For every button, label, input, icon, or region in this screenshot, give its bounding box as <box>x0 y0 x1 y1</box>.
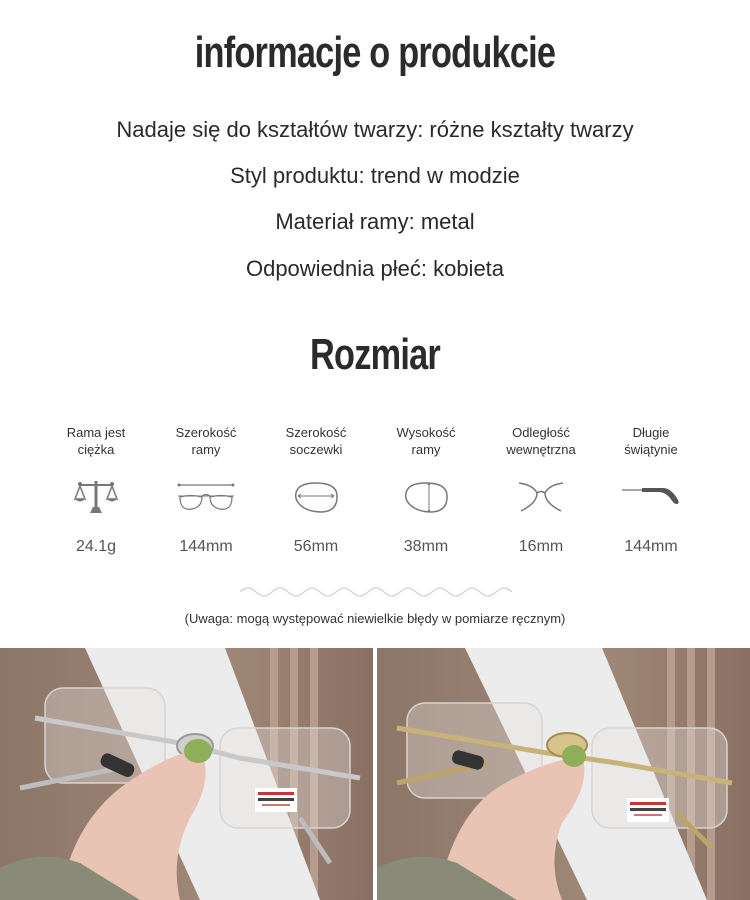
spec-label-line: Długie <box>632 425 670 440</box>
spec-label <box>41 424 151 464</box>
face-shape-info: Nadaje się do kształtów twarzy: różne kształty twarzy <box>116 117 634 142</box>
frame-material-info: Materiał ramy: metal <box>275 209 475 234</box>
spec-label-line: Odległość <box>512 425 570 440</box>
product-info-title: informacje o produkcie <box>194 28 556 77</box>
spec-label-line: Wysokość <box>396 425 456 440</box>
spec-label-line: ciężka <box>77 442 115 457</box>
frame-height-icon <box>371 472 481 522</box>
bridge-distance-icon <box>486 472 596 522</box>
spec-label-line: soczewki <box>289 442 343 457</box>
spec-lens-width <box>261 424 371 556</box>
spec-value: 24.1g <box>75 538 117 555</box>
spec-label <box>151 424 261 464</box>
spec-value: 16mm <box>518 538 564 555</box>
lens-width-icon <box>261 472 371 522</box>
spec-label-line: ramy <box>191 442 221 457</box>
spec-label-line: Szerokość <box>285 425 347 440</box>
gender-info: Odpowiednia płeć: kobieta <box>245 256 505 281</box>
spec-value: 144mm <box>179 538 233 555</box>
spec-frame-height <box>371 424 481 556</box>
frame-width-icon <box>151 472 261 522</box>
product-style-info: Styl produktu: trend w modzie <box>230 163 520 188</box>
temple-length-icon <box>596 472 706 522</box>
measurement-note: (Uwaga: mogą występować niewielkie błędy w pomiarze ręcznym) <box>184 611 566 626</box>
spec-label <box>486 424 596 464</box>
wave-divider <box>240 582 520 598</box>
spec-temple-length <box>596 424 706 556</box>
spec-frame-width <box>151 424 261 556</box>
size-section-title: Rozmiar <box>310 330 440 379</box>
spec-bridge-distance <box>486 424 596 556</box>
spec-value: 56mm <box>293 538 339 555</box>
spec-label-line: ramy <box>411 442 441 457</box>
spec-label-line: Szerokość <box>175 425 237 440</box>
spec-label-line: wewnętrzna <box>506 442 576 457</box>
spec-label <box>596 424 706 464</box>
spec-label <box>371 424 481 464</box>
spec-value: 38mm <box>403 538 449 555</box>
spec-value: 144mm <box>624 538 678 555</box>
gold-rimless-glasses-photo <box>377 648 750 900</box>
spec-weight <box>41 424 151 556</box>
silver-rimless-glasses-photo <box>0 648 373 900</box>
spec-label-line: świątynie <box>624 442 678 457</box>
spec-label-line: Rama jest <box>66 425 126 440</box>
spec-label <box>261 424 371 464</box>
scale-icon <box>41 472 151 522</box>
